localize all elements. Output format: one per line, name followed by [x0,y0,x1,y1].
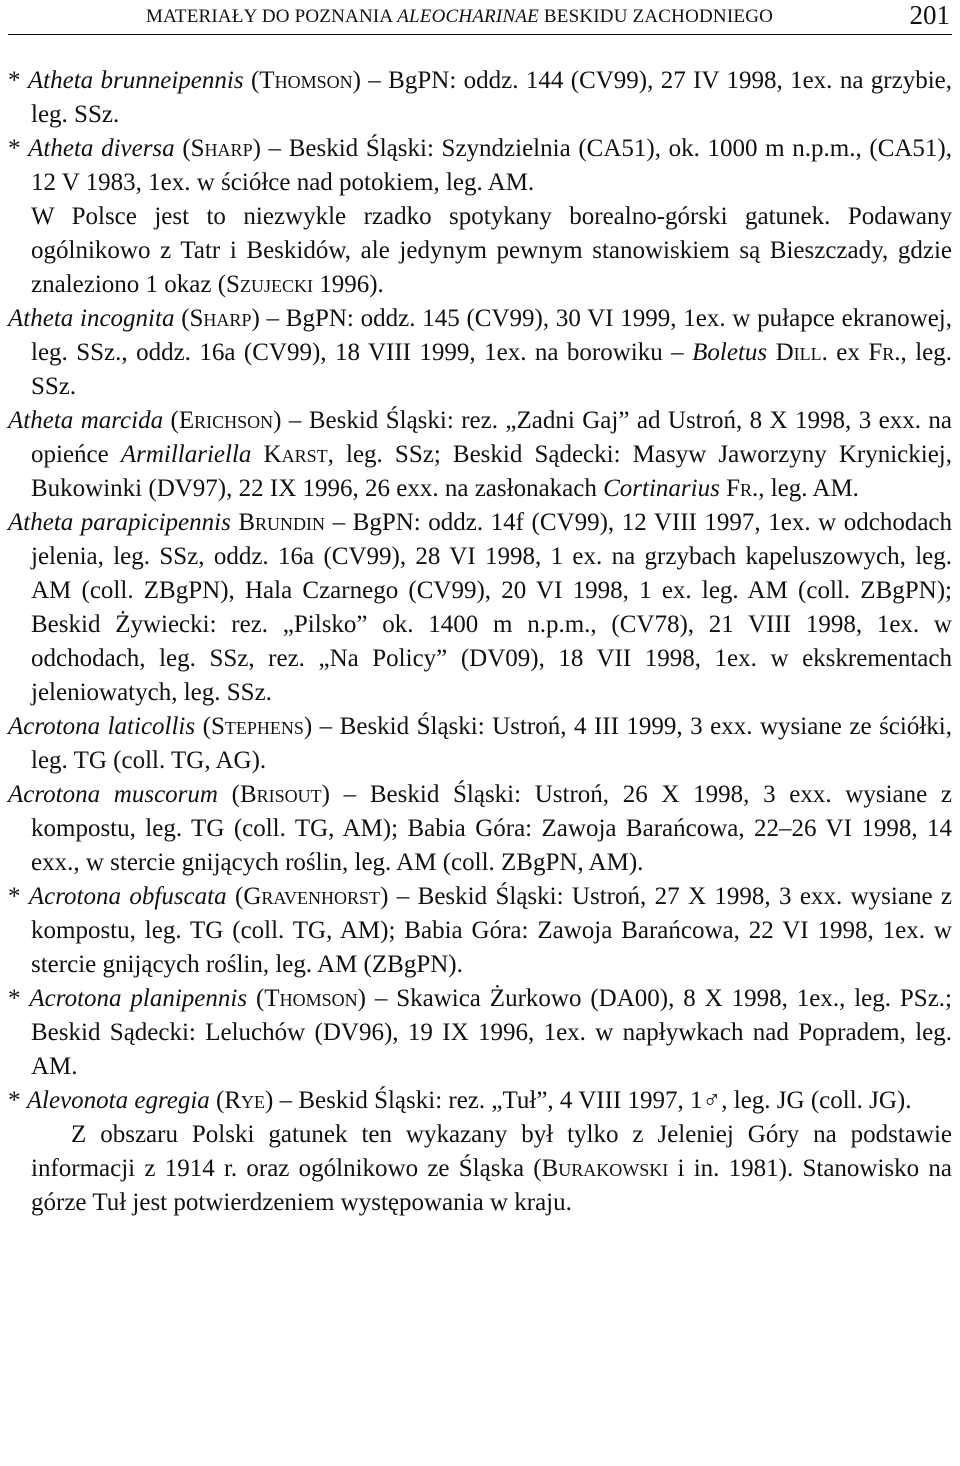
paren: ( [195,713,211,740]
paren: ( [209,1087,225,1114]
species-author: Sharp [189,305,252,332]
species-entry [8,1084,952,1118]
paren: ( [247,985,265,1012]
host-name: Cortinarius [603,475,720,502]
species-author: Stephens [210,713,304,740]
paren: ( [163,407,179,434]
citation-author: Burakowski [541,1155,669,1182]
note-text-end: i in. 1981). Stanowisko na górze Tuł jest potwierdzeniem występowania w kraju. [31,1155,952,1216]
paren: ) [251,305,260,332]
species-entry [8,982,952,1084]
paren: ( [226,883,244,910]
paren: ( [243,67,260,94]
running-head-text-end: BESKIDU ZACHODNIEGO [538,6,774,27]
paren: ( [174,305,190,332]
new-record-marker: * [8,985,30,1012]
species-entry [8,64,952,132]
species-note [8,1118,952,1220]
running-head-text: MATERIAŁY DO POZNANIA [146,6,398,27]
paren: ) [273,407,282,434]
note-text-end: 1996). [312,271,384,298]
citation-author: Szujecki [226,271,313,298]
entry-text: , leg. SSz; Beskid Sądecki: Masyw Jaworzyny Krynickiej, Bukowinki (DV97), 22 IX 1996, 26 exx. na zasłonakach [31,441,952,502]
species-author: Thomson [259,67,353,94]
species-name: Alevonota egregia [26,1087,210,1114]
new-record-marker: * [8,67,28,94]
entry-text: – Beskid Śląski: rez. „Tuł”, 4 VIII 1997, 1♂, leg. JG (coll. JG). [273,1087,912,1114]
species-name: Atheta incognita [8,305,175,332]
page-header [8,0,952,35]
entry-text: – Beskid Śląski: Szyndzielnia (CA51), ok. 1000 m n.p.m., (CA51), 12 V 1983, 1ex. w ściółce nad potokiem, leg. AM. [31,135,952,196]
species-name: Acrotona planipennis [29,985,248,1012]
species-entry [8,506,952,710]
species-name: Atheta parapicipennis [8,509,231,536]
host-author: Fr [726,475,752,502]
new-record-marker: * [8,135,29,162]
host-author: Dill [775,339,822,366]
host-name: Armillariella [120,441,252,468]
entry-text: – Beskid Śląski: Ustroń, 4 III 1999, 3 exx. wysiane ze ściółki, leg. TG (coll. TG, AG). [31,713,952,774]
entry-text: ., leg. AM. [751,475,859,502]
species-name: Atheta brunneipennis [27,67,244,94]
species-entry [8,132,952,200]
entry-text: – BgPN: oddz. 144 (CV99), 27 IV 1998, 1ex. na grzybie, leg. SSz. [31,67,953,128]
paren: ) [357,985,366,1012]
paren: ) [352,67,361,94]
note-text: Z obszaru Polski gatunek ten wykazany był tylko z Jeleniej Góry na podstawie informacji z 1914 r. oraz ogólnikowo ze Śląska ( [31,1121,952,1182]
paren: ) [303,713,313,740]
paren: ) [252,135,261,162]
entry-text: – Skawica Żurkowo (DA00), 8 X 1998, 1ex., leg. PSz.; Beskid Sądecki: Leluchów (DV96), 19 IX 1996, 1ex. w napływkach nad Popradem, leg. AM. [31,985,952,1080]
species-name: Acrotona obfuscata [28,883,227,910]
running-head [146,6,773,28]
entry-text: . ex [821,339,869,366]
entry-text: – BgPN: oddz. 145 (CV99), 30 VI 1999, 1ex. w pułapce ekranowej, leg. SSz., oddz. 16a (CV99), 18 VIII 1999, 1ex. na borowiku – [31,305,952,366]
species-author: Erichson [178,407,274,434]
species-entry [8,710,952,778]
species-entry [8,302,952,404]
species-name: Acrotona laticollis [8,713,196,740]
paren: ( [174,135,191,162]
new-record-marker: * [8,883,29,910]
species-entry [8,404,952,506]
entry-text: ., leg. SSz. [31,339,952,400]
entry-text: – BgPN: oddz. 14f (CV99), 12 VIII 1997, 1ex. w odchodach jelenia, leg. SSz, oddz. 16a (CV99), 28 VI 1998, 1 ex. na grzybach kapeluszowych, leg. AM (coll. ZBgPN), Hala Czarnego (CV99), 20 VI 1998, 1 ex. leg. AM (coll. ZBgPN); Beskid Żywiecki: rez. „Pilsko” ok. 1400 m n.p.m., (CV78), 21 VIII 1998, 1ex. w odchodach, leg. SSz, rez. „Na Policy” (DV09), 18 VII 1998, 1ex. w ekskrementach jeleniowatych, leg. SSz. [31,509,953,706]
paren: ) [265,1087,274,1114]
paren: ) [380,883,389,910]
paren: ) [321,781,330,808]
species-author: Thomson [264,985,358,1012]
entry-text: – Beskid Śląski: Ustroń, 27 X 1998, 3 exx. wysiane z kompostu, leg. TG (coll. TG, AM); Babia Góra: Zawoja Barańcowa, 22 VI 1998, 1ex. w stercie gnijących roślin, leg. AM (ZBgPN). [31,883,953,978]
body-text [8,64,952,1220]
species-note [8,200,952,302]
species-author: Rye [224,1087,266,1114]
host-name: Boletus [692,339,768,366]
new-record-marker: * [8,1087,27,1114]
entry-text: – Beskid Śląski: rez. „Zadni Gaj” ad Ustroń, 8 X 1998, 3 exx. na opieńce [31,407,953,468]
host-author: Karst [263,441,328,468]
running-head-italic: ALEOCHARINAE [397,6,539,27]
note-text: W Polsce jest to niezwykle rzadko spotykany borealno-górski gatunek. Podawany ogólnikowo z Tatr i Beskidów, ale jedynym pewnym stanowiskiem są Bieszczady, gdzie znaleziono 1 okaz ( [31,203,952,298]
species-author: Brundin [238,509,326,536]
species-entry [8,880,952,982]
species-entry [8,778,952,880]
species-author: Brisout [239,781,322,808]
species-author: Gravenhorst [243,883,381,910]
host-author: Fr [868,339,895,366]
paren: ( [217,781,240,808]
entry-text: – Beskid Śląski: Ustroń, 26 X 1998, 3 exx. wysiane z kompostu, leg. TG (coll. TG, AM); Babia Góra: Zawoja Barańcowa, 22–26 VI 1998, 14 exx., w stercie gnijących roślin, leg. AM (coll. ZBgPN, AM). [31,781,953,876]
species-name: Acrotona muscorum [8,781,218,808]
species-author: Sharp [190,135,253,162]
page-number: 201 [909,0,950,30]
species-name: Atheta diversa [28,135,175,162]
species-name: Atheta marcida [8,407,164,434]
